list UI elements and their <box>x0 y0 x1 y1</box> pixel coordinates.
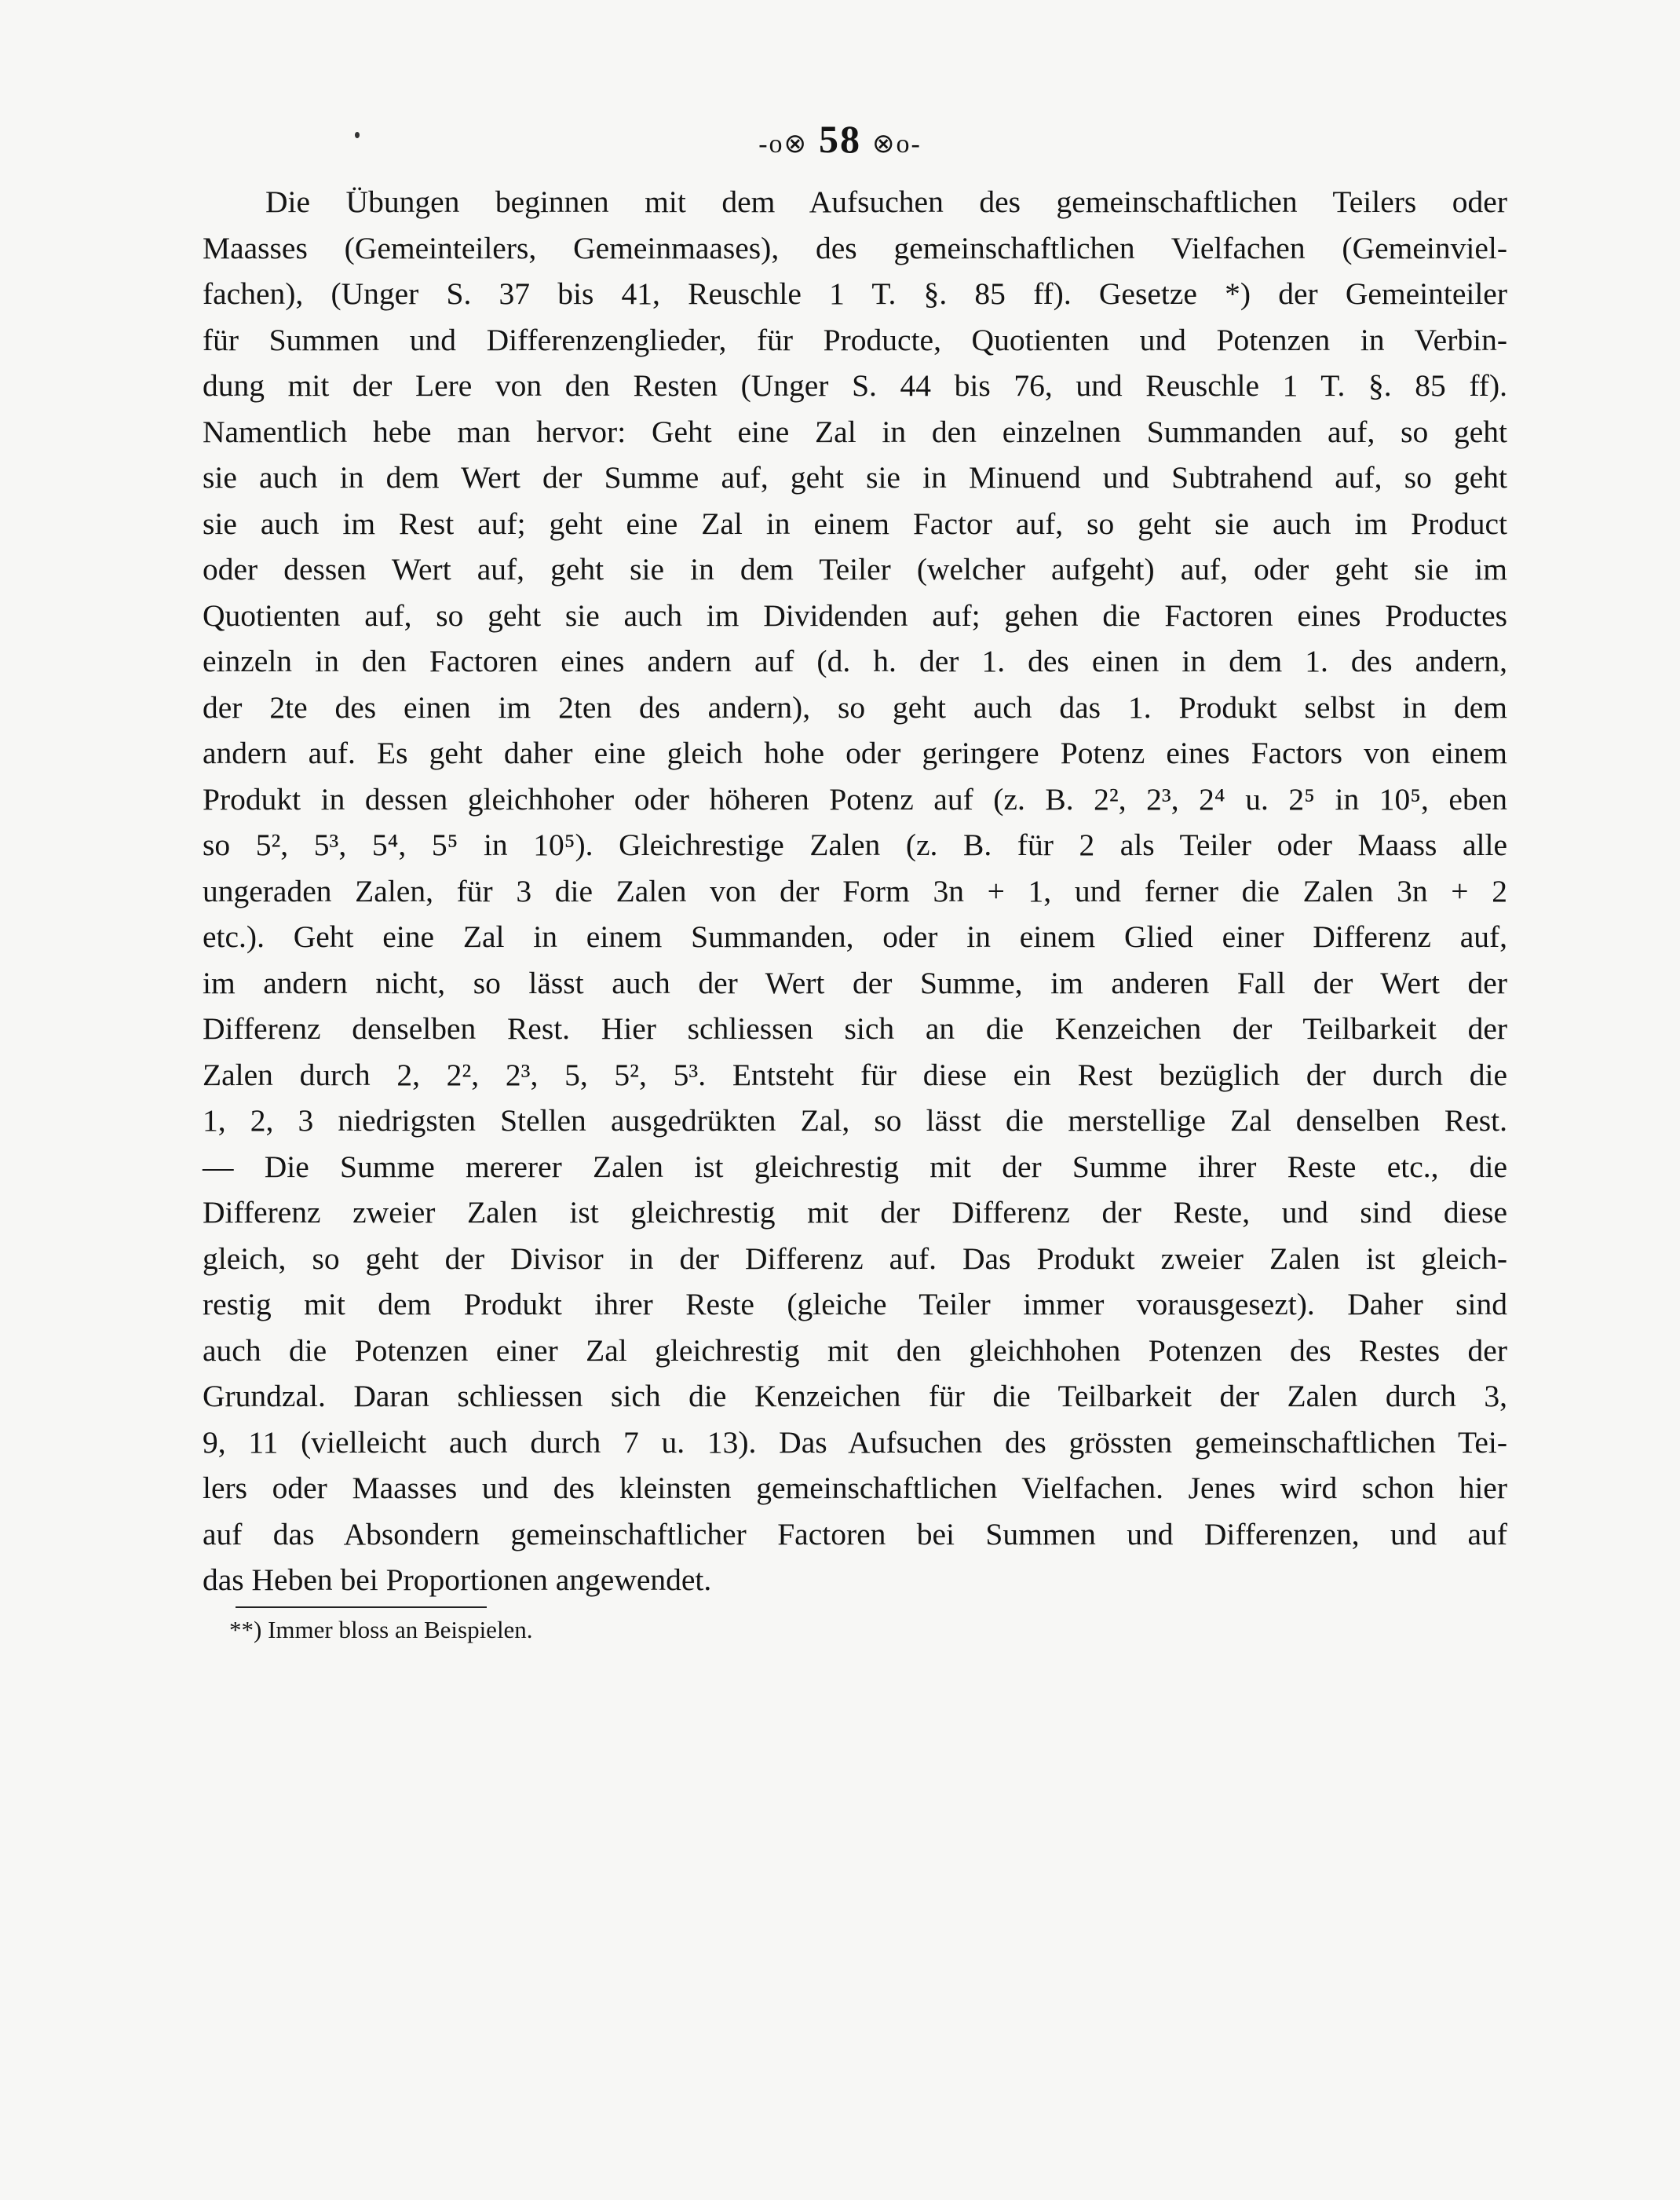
text-line: Zalen durch 2, 2², 2³, 5, 5², 5³. Entsteht für diese ein Rest bezüglich der durch die <box>203 1057 1507 1092</box>
text-line: ungeraden Zalen, für 3 die Zalen von der Form 3n + 1, und ferner die Zalen 3n + 2 <box>203 873 1507 908</box>
footnote: **) Immer bloss an Beispielen. <box>229 1616 533 1643</box>
text-line: dung mit der Lere von den Resten (Unger S. 44 bis 76, und Reuschle 1 T. §. 85 ff). <box>203 368 1507 403</box>
ornament-right: ⊗o- <box>872 129 922 159</box>
text-line: für Summen und Differenzenglieder, für Producte, Quotienten und Potenzen in Verbin- <box>203 322 1507 357</box>
text-line: Differenz zweier Zalen ist gleichrestig mit der Differenz der Reste, und sind diese <box>203 1195 1507 1230</box>
text-line: einzeln in den Factoren eines andern auf (d. h. der 1. des einen in dem 1. des andern, <box>203 644 1507 678</box>
text-line: 9, 11 (vielleicht auch durch 7 u. 13). Das Aufsuchen des grössten gemeinschaftlichen Tei- <box>203 1424 1507 1460</box>
text-line: sie auch im Rest auf; geht eine Zal in einem Factor auf, so geht sie auch im Product <box>203 506 1507 541</box>
text-line: Produkt in dessen gleichhoher oder höheren Potenz auf (z. B. 2², 2³, 2⁴ u. 2⁵ in 10⁵, eben <box>203 781 1507 817</box>
text-line: Differenz denselben Rest. Hier schliessen sich an die Kenzeichen der Teilbarkeit der <box>203 1011 1507 1046</box>
text-line: andern auf. Es geht daher eine gleich hohe oder geringere Potenz eines Factors von einem <box>203 736 1507 770</box>
text-line: der 2te des einen im 2ten des andern), so geht auch das 1. Produkt selbst in dem <box>203 689 1507 725</box>
text-line: restig mit dem Produkt ihrer Reste (gleiche Teiler immer vorausgesezt). Daher sind <box>203 1287 1507 1321</box>
text-line: Die Übungen beginnen mit dem Aufsuchen des gemeinschaftlichen Teilers oder <box>265 185 1507 219</box>
text-line: lers oder Maasses und des kleinsten gemeinschaftlichen Vielfachen. Jenes wird schon hier <box>203 1471 1507 1505</box>
text-line: das Heben bei Proportionen angewendet. <box>203 1562 712 1597</box>
footnote-rule <box>236 1606 487 1608</box>
text-line: 1, 2, 3 niedrigsten Stellen ausgedrükten Zal, so lässt die merstellige Zal denselben Rest. <box>203 1103 1507 1138</box>
ornament-left: -o⊗ <box>758 129 808 159</box>
text-line: oder dessen Wert auf, geht sie in dem Teiler (welcher aufgeht) auf, oder geht sie im <box>203 552 1507 587</box>
body-paragraph <box>203 179 1507 1603</box>
text-line: gleich, so geht der Divisor in der Differenz auf. Das Produkt zweier Zalen ist gleich- <box>203 1241 1507 1276</box>
text-line: etc.). Geht eine Zal in einem Summanden, oder in einem Glied einer Differenz auf, <box>203 919 1507 954</box>
page-header <box>0 116 1680 162</box>
text-line: Grundzal. Daran schliessen sich die Kenzeichen für die Teilbarkeit der Zalen durch 3, <box>203 1379 1507 1413</box>
text-line: sie auch in dem Wert der Summe auf, geht sie in Minuend und Subtrahend auf, so geht <box>203 460 1507 495</box>
text-line: — Die Summe mererer Zalen ist gleichrestig mit der Summe ihrer Reste etc., die <box>203 1149 1507 1184</box>
text-line: auch die Potenzen einer Zal gleichrestig mit den gleichhohen Potenzen des Restes der <box>203 1332 1507 1368</box>
text-line: Namentlich hebe man hervor: Geht eine Zal in den einzelnen Summanden auf, so geht <box>203 414 1507 449</box>
text-line: Quotienten auf, so geht sie auch im Dividenden auf; gehen die Factoren eines Productes <box>203 598 1507 633</box>
text-line: so 5², 5³, 5⁴, 5⁵ in 10⁵). Gleichrestige Zalen (z. B. für 2 als Teiler oder Maass alle <box>203 828 1507 862</box>
text-line: fachen), (Unger S. 37 bis 41, Reuschle 1 T. §. 85 ff). Gesetze *) der Gemeinteiler <box>203 276 1507 311</box>
page-number: 58 <box>819 117 861 161</box>
text-line: auf das Absondern gemeinschaftlicher Factoren bei Summen und Differenzen, und auf <box>203 1516 1507 1551</box>
text-line: im andern nicht, so lässt auch der Wert der Summe, im anderen Fall der Wert der <box>203 965 1507 1000</box>
text-line: Maasses (Gemeinteilers, Gemeinmaases), des gemeinschaftlichen Vielfachen (Gemeinviel- <box>203 230 1507 265</box>
